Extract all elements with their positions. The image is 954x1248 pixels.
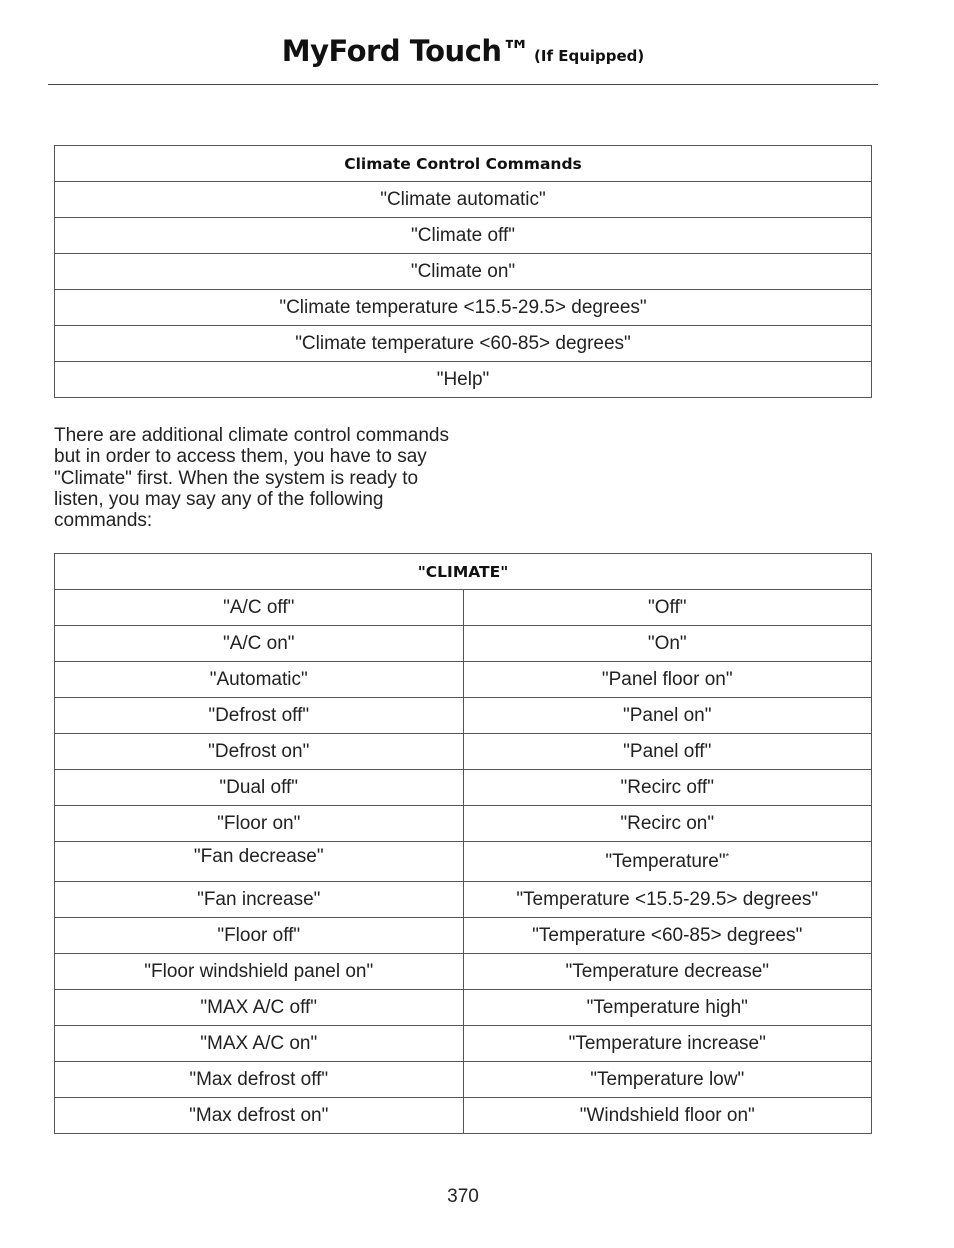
table-row xyxy=(55,882,872,918)
table-cell-footnoted xyxy=(463,842,872,882)
table-cell: "On" xyxy=(463,626,872,662)
table-cell: "Off" xyxy=(463,590,872,626)
table-row xyxy=(55,362,872,398)
table-row xyxy=(55,1098,872,1134)
table-cell: "Temperature <15.5-29.5> degrees" xyxy=(463,882,872,918)
page-header xyxy=(48,30,878,85)
table-row xyxy=(55,1026,872,1062)
table-cell: "Defrost on" xyxy=(55,734,464,770)
table-row xyxy=(55,954,872,990)
table-row xyxy=(55,698,872,734)
table-cell: "Floor off" xyxy=(55,918,464,954)
table-cell: "Dual off" xyxy=(55,770,464,806)
table-cell: "Fan decrease" xyxy=(55,842,464,882)
table-cell: "Help" xyxy=(55,362,872,398)
table-cell: "Climate temperature <60-85> degrees" xyxy=(55,326,872,362)
table-cell: "A/C off" xyxy=(55,590,464,626)
table-row xyxy=(55,770,872,806)
table-cell: "Recirc on" xyxy=(463,806,872,842)
table-row xyxy=(55,806,872,842)
table-row xyxy=(55,918,872,954)
table-cell: "Fan increase" xyxy=(55,882,464,918)
table-cell: "Max defrost off" xyxy=(55,1062,464,1098)
page-subtitle: (If Equipped) xyxy=(534,47,645,65)
climate-voice-commands-table xyxy=(54,553,872,1134)
table-cell: "A/C on" xyxy=(55,626,464,662)
table-row xyxy=(55,662,872,698)
cell-text: "Temperature" xyxy=(605,850,726,872)
table-row xyxy=(55,626,872,662)
climate-control-commands-table xyxy=(54,145,872,398)
table-header: "CLIMATE" xyxy=(55,554,872,590)
table-cell: "Recirc off" xyxy=(463,770,872,806)
table-row xyxy=(55,590,872,626)
table-cell: "Temperature increase" xyxy=(463,1026,872,1062)
table-row xyxy=(55,1062,872,1098)
table-cell: "Panel floor on" xyxy=(463,662,872,698)
table-cell: "Panel off" xyxy=(463,734,872,770)
table-row xyxy=(55,182,872,218)
table-row xyxy=(55,734,872,770)
table-cell: "Climate temperature <15.5-29.5> degrees" xyxy=(55,290,872,326)
table-row xyxy=(55,254,872,290)
table-cell: "Defrost off" xyxy=(55,698,464,734)
table-cell: "Floor on" xyxy=(55,806,464,842)
table-row xyxy=(55,218,872,254)
table-row xyxy=(55,326,872,362)
intro-paragraph: There are additional climate control commands but in order to access them, you have to say "Climate" first. When the system is ready to listen, you may say any of the following commands: xyxy=(54,425,449,532)
table-row xyxy=(55,290,872,326)
table-cell: "Climate on" xyxy=(55,254,872,290)
table-cell: "Temperature low" xyxy=(463,1062,872,1098)
table-cell: "Temperature decrease" xyxy=(463,954,872,990)
table-cell: "Floor windshield panel on" xyxy=(55,954,464,990)
table-header-row xyxy=(55,554,872,590)
table-row xyxy=(55,842,872,882)
table-cell: "Automatic" xyxy=(55,662,464,698)
table-cell: "Climate automatic" xyxy=(55,182,872,218)
page-number: 370 xyxy=(447,1186,479,1207)
table-cell: "Max defrost on" xyxy=(55,1098,464,1134)
table-cell: "Windshield floor on" xyxy=(463,1098,872,1134)
table-row xyxy=(55,990,872,1026)
table-header: Climate Control Commands xyxy=(55,146,872,182)
page-title: MyFord Touch™ xyxy=(281,34,531,68)
table-cell: "Climate off" xyxy=(55,218,872,254)
table-cell: "MAX A/C off" xyxy=(55,990,464,1026)
table-cell: "MAX A/C on" xyxy=(55,1026,464,1062)
table-cell: "Temperature <60-85> degrees" xyxy=(463,918,872,954)
table-header-row xyxy=(55,146,872,182)
footnote-mark: * xyxy=(725,851,730,862)
table-cell: "Panel on" xyxy=(463,698,872,734)
table-cell: "Temperature high" xyxy=(463,990,872,1026)
